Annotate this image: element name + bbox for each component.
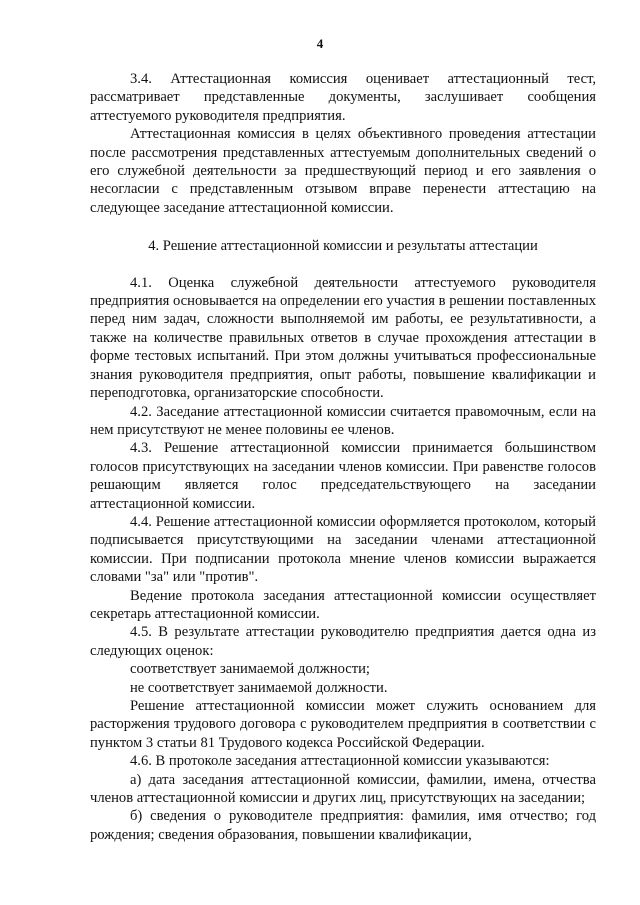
paragraph-4-2: 4.2. Заседание аттестационной комиссии считается правомочным, если на нем присутствуют не менее половины ее членов. <box>90 403 596 438</box>
paragraph-4-6-a: а) дата заседания аттестационной комиссии, фамилии, имена, отчества членов аттестационной комиссии и других лиц, присутствующих на заседании; <box>90 771 596 807</box>
assessment-option-fits: соответствует занимаемой должности; <box>130 661 370 678</box>
paragraph-4-5-termination: Решение аттестационной комиссии может служить основанием для расторжения трудового договора с руководителем предприятия в соответствии с пунктом 3 статьи 81 Трудового кодекса Российской Федерации. <box>90 698 596 751</box>
section-4-heading: 4. Решение аттестационной комиссии и результаты аттестации <box>148 238 538 255</box>
page-content <box>90 70 596 844</box>
page-number: 4 <box>316 36 324 51</box>
paragraph-3-4-postponement: Аттестационная комиссия в целях объективного проведения аттестации после рассмотрения представленных аттестуемым дополнительных сведений о его служебной деятельности за предшествующий период и его заявления о несогласии с представленным отзывом вправе перенести аттестацию на следующее заседание аттестационной комиссии. <box>90 126 596 216</box>
paragraph-4-3: 4.3. Решение аттестационной комиссии принимается большинством голосов присутствующих на заседании членов комиссии. При равенстве голосов решающим является голос председательствующего на заседании аттестационной комиссии. <box>90 440 596 512</box>
paragraph-4-5: 4.5. В результате аттестации руководителю предприятия дается одна из следующих оценок: <box>90 624 596 659</box>
assessment-option-not-fits: не соответствует занимаемой должности. <box>130 679 388 696</box>
paragraph-3-4-evaluation: 3.4. Аттестационная комиссия оценивает аттестационный тест, рассматривает представленные документы, заслушивает сообщения аттестуемого руководителя предприятия. <box>90 71 596 124</box>
paragraph-4-4-secretary: Ведение протокола заседания аттестационной комиссии осуществляет секретарь аттестационной комиссии. <box>90 587 596 622</box>
paragraph-4-1: 4.1. Оценка служебной деятельности аттестуемого руководителя предприятия основывается на определении его участия в решении поставленных перед ним задач, сложности выполняемой им работы, ее результативности, а также на количестве правильных ответов в случае прохождения аттестации в форме тестовых испытаний. При этом должны учитываться профессиональные знания руководителя предприятия, опыт работы, повышение квалификации и переподготовка, организаторские способности. <box>90 274 596 402</box>
paragraph-4-6: 4.6. В протоколе заседания аттестационной комиссии указываются: <box>130 753 550 770</box>
paragraph-4-4-protocol: 4.4. Решение аттестационной комиссии оформляется протоколом, который подписывается присутствующими на заседании членами аттестационной комиссии. При подписании протокола мнение членов комиссии выражается словами "за" или "против". <box>90 513 596 586</box>
paragraph-4-6-b: б) сведения о руководителе предприятия: фамилия, имя отчество; год рождения; сведения образования, повышении квалификации, <box>90 808 596 843</box>
